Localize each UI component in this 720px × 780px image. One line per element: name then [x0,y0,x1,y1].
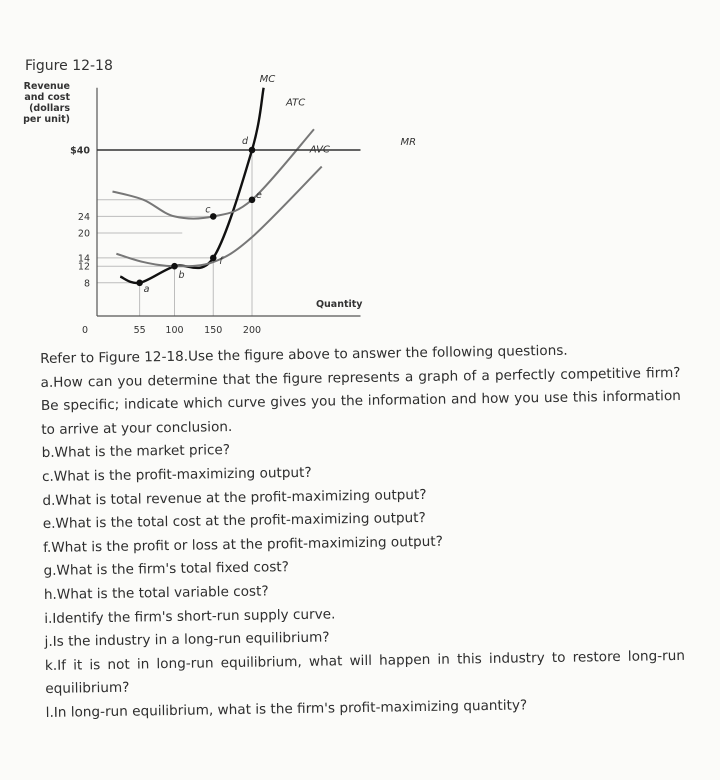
y-tick-label: 14 [77,253,90,265]
x-tick-label: 55 [133,325,146,336]
point-b [171,263,178,270]
point-label-f: f [219,255,223,267]
y-tick-label: 20 [77,228,90,240]
point-label-d: d [242,136,249,147]
point-f [210,255,217,262]
y-axis-label-line: Revenue [23,81,70,92]
question-d: d.What is total revenue at the profit-maximizing output? [42,486,427,509]
avc-label: AVC [309,144,330,156]
point-a [136,280,143,287]
point-d [249,147,256,154]
question-text [40,338,686,726]
x-axis-title: Quantity [315,299,363,310]
figure-title: Figure 12-18 [25,58,113,74]
question-a: a.How can you determine that the figure represents a graph of a perfectly competitive firm? Be specific; indicate which curve gives you the information and how you use this information to arrive at your conclusion. [40,364,681,438]
x-tick-label: 0 [81,325,89,336]
cost-curves-chart [0,0,720,345]
question-f: f.What is the profit or loss at the profit-maximizing output? [43,533,444,556]
atc-label: ATC [286,97,306,109]
question-c: c.What is the profit-maximizing output? [41,464,312,485]
mr-label: MR [400,137,417,148]
y-axis-label-line: (dollars [29,103,70,114]
question-j: j.Is the industry in a long-run equilibrium? [44,629,330,651]
point-label-c: c [205,204,211,216]
point-label-a: a [143,283,150,295]
question-l: l.In long-run equilibrium, what is the firm's profit-maximizing quantity? [45,697,528,721]
point-label-b: b [178,270,185,282]
x-tick-label: 100 [165,325,184,336]
point-e [249,197,256,204]
question-g: g.What is the firm's total fixed cost? [43,559,290,580]
y-tick-label: 24 [77,211,90,223]
y-tick-label: $40 [70,145,90,157]
point-c [210,213,217,220]
question-h: h.What is the total variable cost? [43,583,269,603]
y-axis-label-line: and cost [24,92,70,103]
question-e: e.What is the total cost at the profit-maximizing output? [42,510,426,533]
point-label-e: e [256,189,262,201]
intro-text: Refer to Figure 12-18.Use the figure above to answer the following questions. [40,342,568,367]
y-tick-label: 12 [77,261,90,273]
mc-curve [120,88,263,283]
question-i: i.Identify the firm's short-run supply curve. [44,605,336,627]
y-tick-label: 8 [83,278,90,290]
question-b: b.What is the market price? [41,442,231,462]
y-axis-label-line: per unit) [23,114,70,125]
x-tick-label: 150 [204,325,223,336]
mc-label: MC [259,73,276,85]
question-k: k.If it is not in long-run equilibrium, what will happen in this industry to restore long-run equilibrium? [44,647,686,698]
x-tick-label: 200 [242,325,262,336]
